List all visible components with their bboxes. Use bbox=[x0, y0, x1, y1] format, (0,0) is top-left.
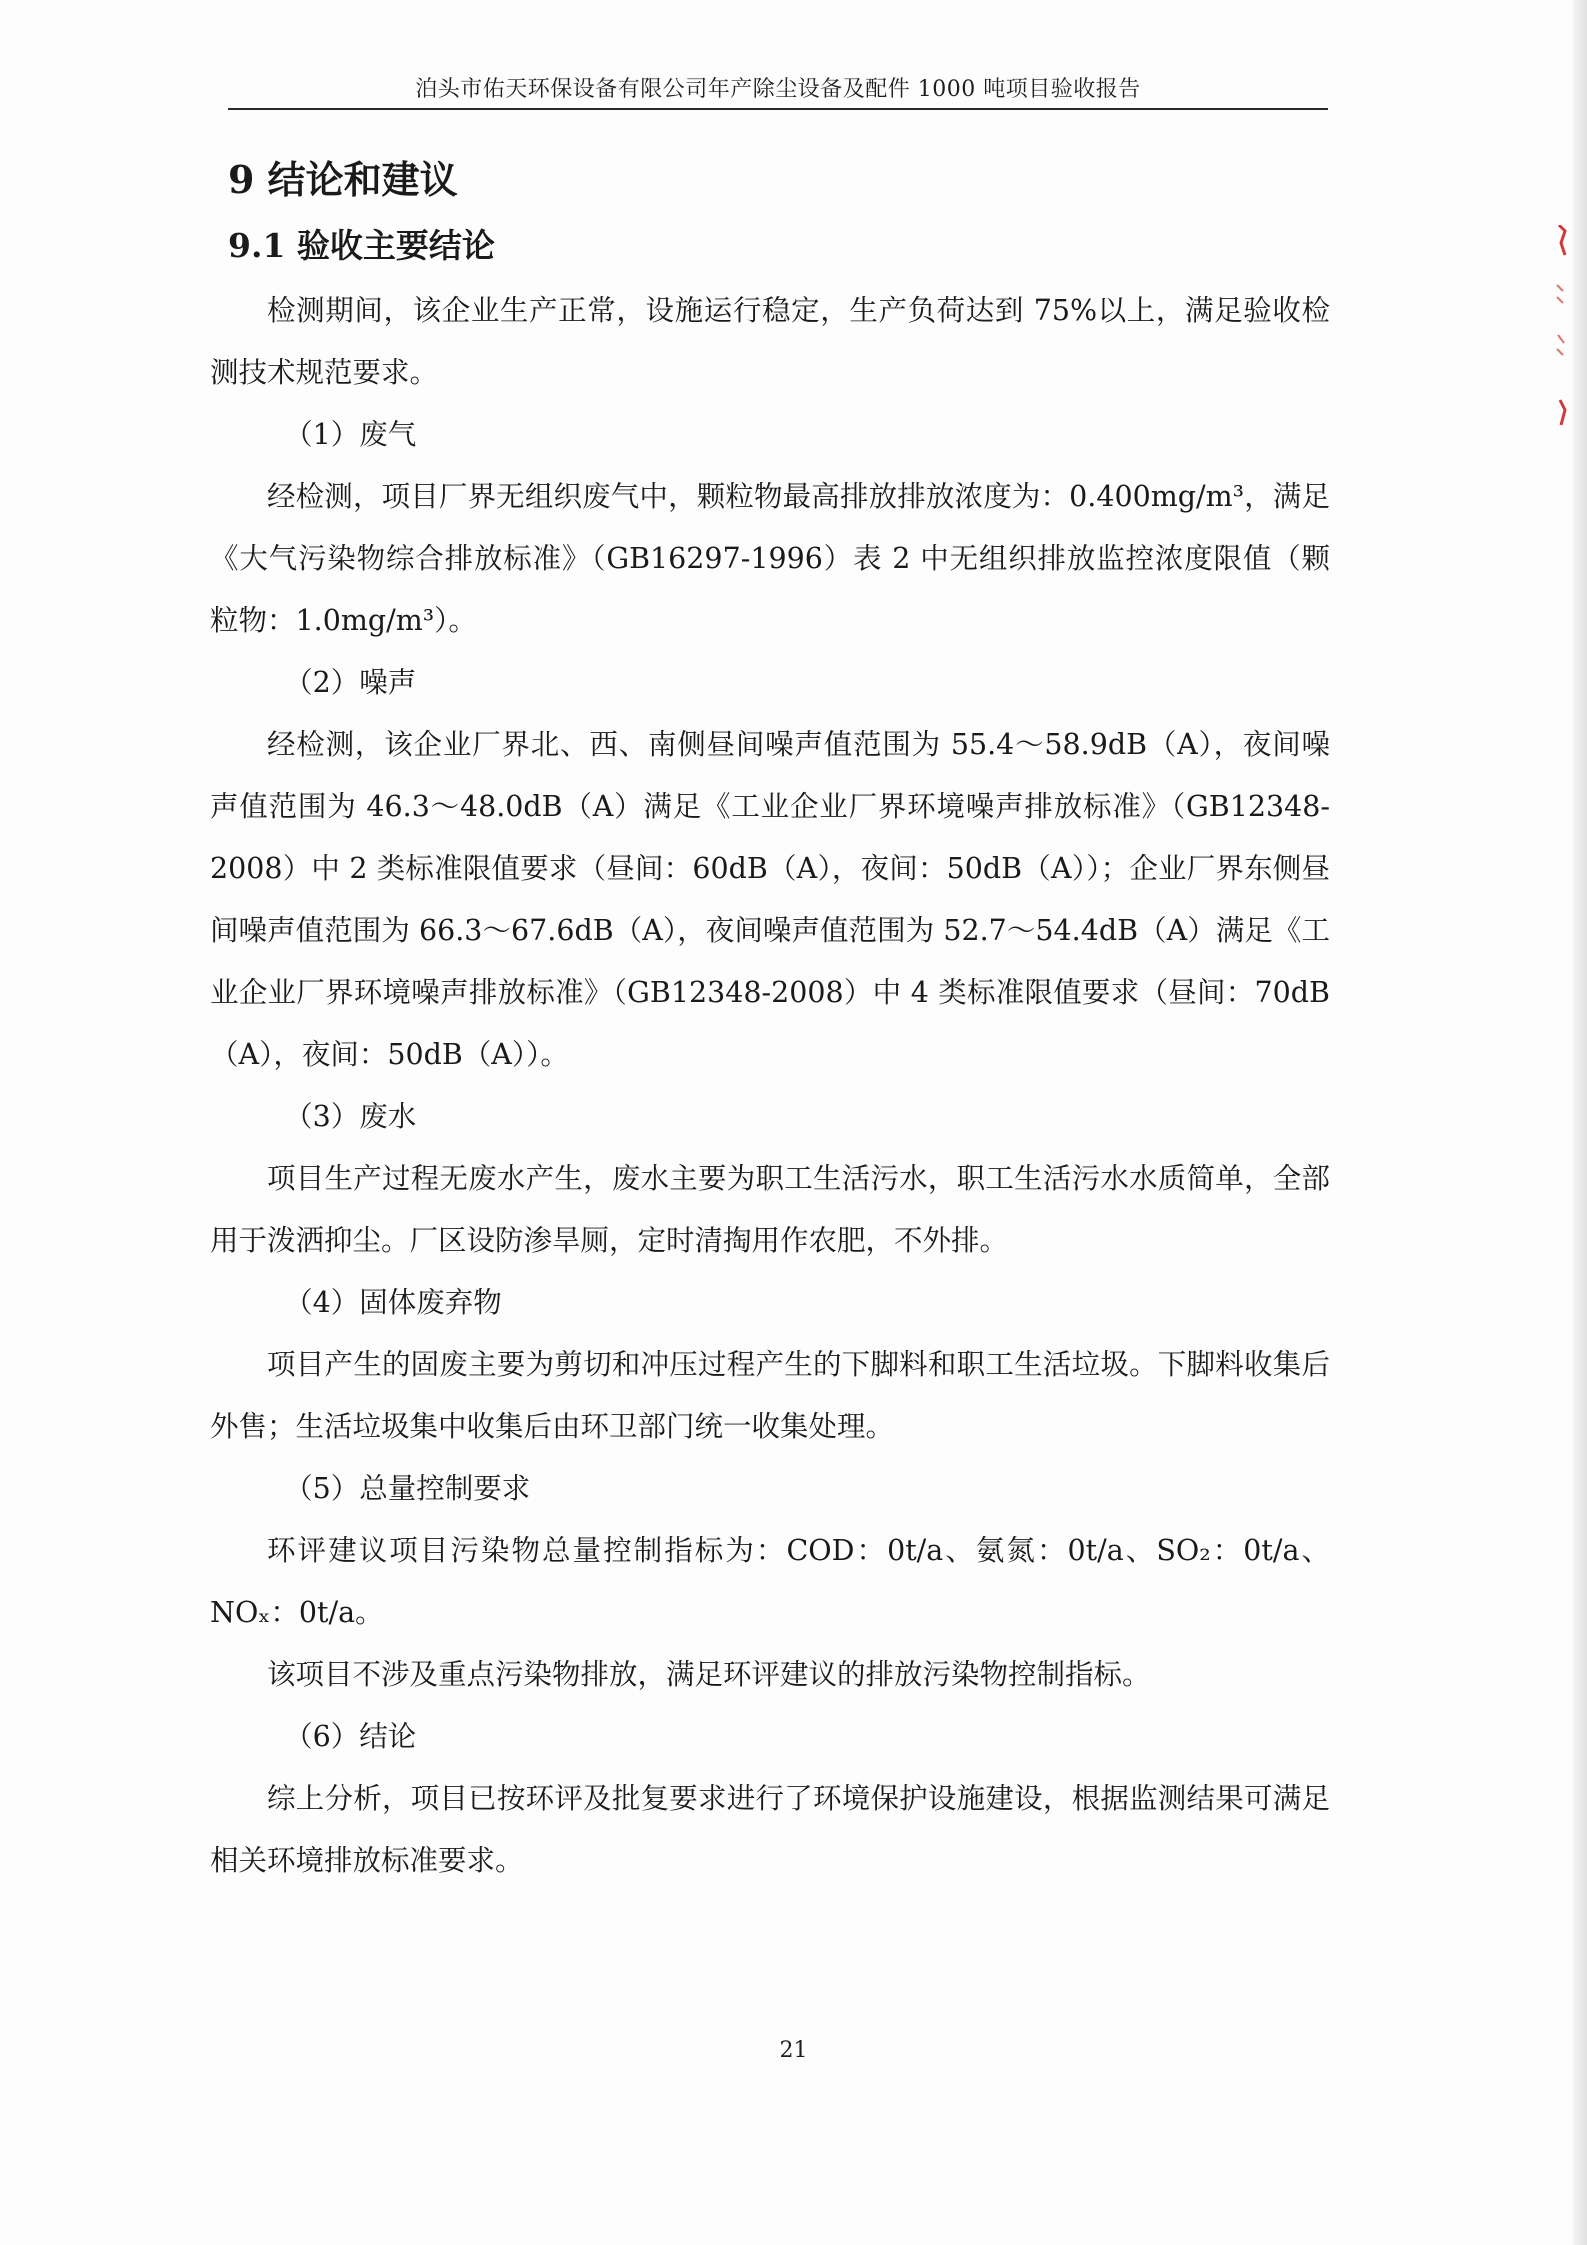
section-title: 9.1 验收主要结论 bbox=[228, 226, 495, 265]
total-control-paragraph-2: 该项目不涉及重点污染物排放，满足环评建议的排放污染物控制指标。 bbox=[267, 1658, 1151, 1691]
conclusion-paragraph: 综上分析，项目已按环评及批复要求进行了环境保护设施建设，根据监测结果可满足相关环境排放标准要求。 bbox=[210, 1782, 1330, 1877]
noise-paragraph: 经检测，该企业厂界北、西、南侧昼间噪声值范围为 55.4～58.9dB（A），夜间噪声值范围为 46.3～48.0dB（A）满足《工业企业厂界环境噪声排放标准》（GB12348-2008）中 2 类标准限值要求（昼间：60dB（A），夜间：50dB（A））；企业厂界东侧昼间噪声值范围为 66.3～67.6dB（A），夜间噪声值范围为 52.7～54.4dB（A）满足《工业企业厂界环境噪声排放标准》（GB12348-2008）中 4 类标准限值要求（昼间：70dB（A），夜间：50dB（A））。 bbox=[210, 728, 1330, 1071]
running-header: 泊头市佑天环保设备有限公司年产除尘设备及配件 1000 吨项目验收报告 bbox=[415, 77, 1141, 102]
intro-paragraph: 检测期间，该企业生产正常，设施运行稳定，生产负荷达到 75%以上，满足验收检测技术规范要求。 bbox=[210, 294, 1330, 389]
waste-gas-heading: （1）废气 bbox=[284, 418, 417, 451]
page-edge-shadow bbox=[1573, 0, 1587, 2245]
solid-waste-heading: （4）固体废弃物 bbox=[284, 1286, 502, 1319]
noise-heading: （2）噪声 bbox=[284, 666, 417, 699]
header-rule bbox=[228, 108, 1328, 110]
waste-gas-paragraph: 经检测，项目厂界无组织废气中，颗粒物最高排放排放浓度为：0.400mg/m³，满足《大气污染物综合排放标准》（GB16297-1996）表 2 中无组织排放监控浓度限值（颗粒物：1.0mg/m³）。 bbox=[210, 480, 1330, 637]
conclusion-heading: （6）结论 bbox=[284, 1720, 417, 1753]
page-number: 21 bbox=[779, 2038, 808, 2063]
solid-waste-paragraph: 项目产生的固废主要为剪切和冲压过程产生的下脚料和职工生活垃圾。下脚料收集后外售；生活垃圾集中收集后由环卫部门统一收集处理。 bbox=[210, 1348, 1330, 1443]
waste-water-paragraph: 项目生产过程无废水产生，废水主要为职工生活污水，职工生活污水水质简单，全部用于泼洒抑尘。厂区设防渗旱厕，定时清掏用作农肥，不外排。 bbox=[210, 1162, 1330, 1257]
waste-water-heading: （3）废水 bbox=[284, 1100, 417, 1133]
total-control-heading: （5）总量控制要求 bbox=[284, 1472, 531, 1505]
chapter-title: 9 结论和建议 bbox=[228, 157, 458, 202]
seal-fragment-icon bbox=[1553, 225, 1567, 435]
page-content bbox=[210, 150, 1330, 1892]
total-control-paragraph: 环评建议项目污染物总量控制指标为：COD：0t/a、氨氮：0t/a、SO₂：0t/a、NOₓ：0t/a。 bbox=[210, 1534, 1330, 1629]
